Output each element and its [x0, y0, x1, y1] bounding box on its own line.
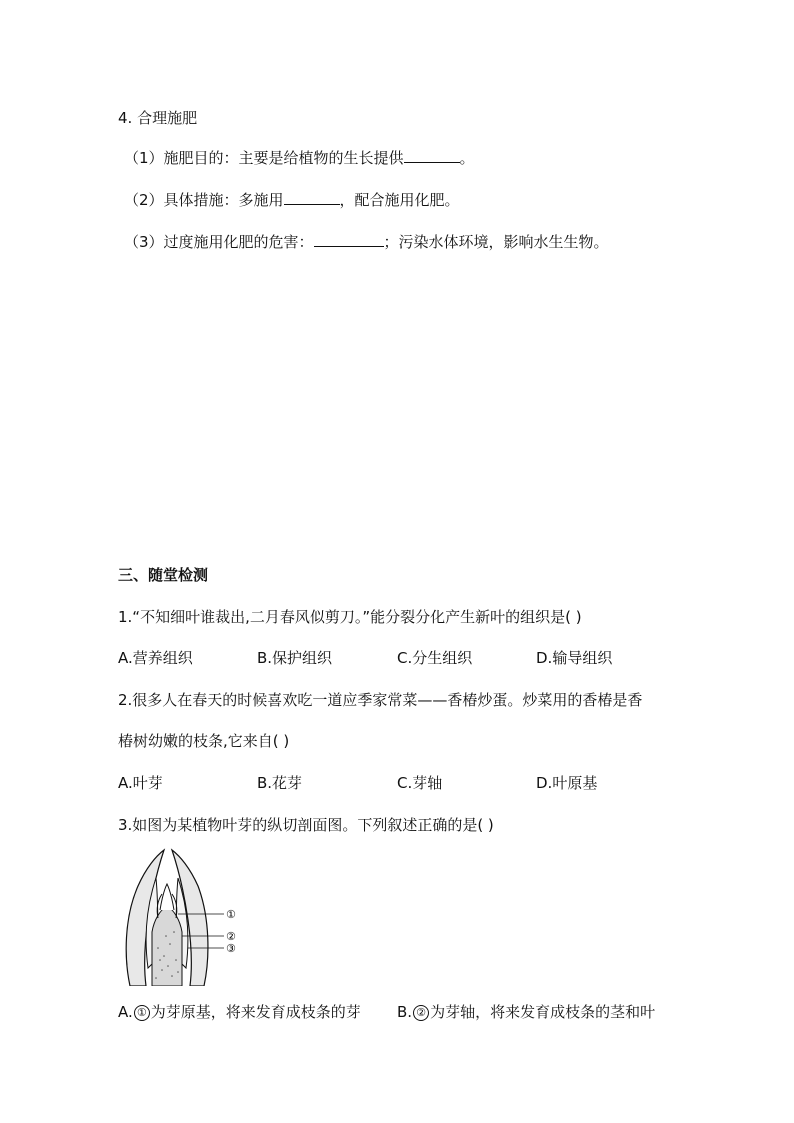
section4-title: 4. 合理施肥	[118, 109, 198, 127]
q1-option-a[interactable]: A.营养组织	[118, 649, 193, 667]
q1-option-b[interactable]: B.保护组织	[257, 649, 333, 667]
q3-option-b[interactable]	[397, 1002, 655, 1022]
item1-text: （1）施肥目的：主要是给植物的生长提供	[124, 149, 404, 167]
q3-option-a-letter: A.	[118, 1003, 133, 1021]
question-3-stem: 3.如图为某植物叶芽的纵切剖面图。下列叙述正确的是( )	[118, 816, 494, 834]
q3-option-b-letter: B.	[397, 1003, 413, 1021]
item2-end: ，配合施用化肥。	[339, 191, 460, 209]
question-2-stem-line2: 椿树幼嫩的枝条,它来自( )	[118, 732, 290, 750]
leaf-bud-section-figure	[118, 848, 248, 986]
q1-option-c[interactable]: C.分生组织	[397, 649, 473, 667]
figure-label-3: ③	[226, 942, 236, 955]
item3-end: ；污染水体环境，影响水生生物。	[383, 233, 609, 251]
q2-option-c[interactable]: C.芽轴	[397, 774, 443, 792]
q3-option-b-marker: ②	[413, 1005, 429, 1021]
fill-blank-3[interactable]	[314, 232, 384, 247]
q1-option-d[interactable]: D.输导组织	[536, 649, 613, 667]
fill-blank-1[interactable]	[404, 148, 460, 163]
item2-text: （2）具体措施：多施用	[124, 191, 284, 209]
fill-blank-2[interactable]	[284, 190, 340, 205]
q2-option-b[interactable]: B.花芽	[257, 774, 303, 792]
section4-item3	[124, 232, 609, 252]
q3-option-b-text: 为芽轴，将来发育成枝条的茎和叶	[430, 1003, 656, 1021]
section4-item2	[124, 190, 460, 210]
q3-option-a[interactable]	[118, 1002, 361, 1022]
item3-text: （3）过度施用化肥的危害：	[124, 233, 314, 251]
question-2-stem-line1: 2.很多人在春天的时候喜欢吃一道应季家常菜——香椿炒蛋。炒菜用的香椿是香	[118, 691, 643, 709]
growth-tip	[160, 884, 174, 910]
bud-axis	[152, 906, 182, 986]
q2-option-d[interactable]: D.叶原基	[536, 774, 598, 792]
section3-title: 三、随堂检测	[118, 566, 209, 584]
question-1-stem: 1.“不知细叶谁裁出,二月春风似剪刀。”能分裂分化产生新叶的组织是( )	[118, 608, 582, 626]
q3-option-a-text: 为芽原基，将来发育成枝条的芽	[150, 1003, 361, 1021]
section4-item1	[124, 148, 475, 168]
item1-end: 。	[459, 149, 475, 167]
q3-option-a-marker: ①	[134, 1005, 150, 1021]
q2-option-a[interactable]: A.叶芽	[118, 774, 163, 792]
figure-label-1: ①	[226, 908, 236, 921]
figure-label-2: ②	[226, 930, 236, 943]
